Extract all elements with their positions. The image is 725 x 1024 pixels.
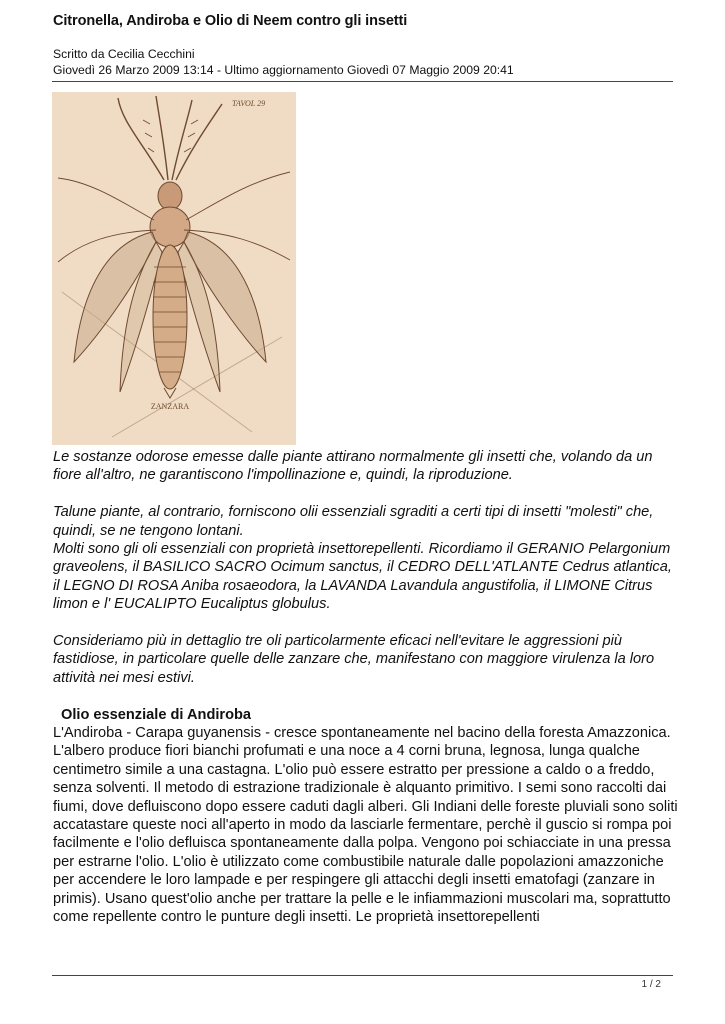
page-number: 1 / 2	[641, 979, 661, 990]
intro-paragraph-3: Consideriamo più in dettaglio tre oli particolarmente eficaci nell'evitare le aggressioni più fastidiose, in particolare quelle delle zanzare che, manifestano con maggiore virulenza la loro attività nei mesi estivi.	[53, 633, 655, 686]
illustration-caption: ZANZARA	[150, 402, 190, 411]
mosquito-illustration	[52, 92, 296, 445]
mosquito-drawing	[52, 92, 296, 445]
header-divider	[52, 81, 673, 82]
footer-divider	[52, 975, 673, 976]
page-title: Citronella, Andiroba e Olio di Neem contro gli insetti	[53, 13, 408, 29]
section-heading: Olio essenziale di Andiroba	[61, 706, 252, 723]
date-line: Giovedì 26 Marzo 2009 13:14 - Ultimo aggiornamento Giovedì 07 Maggio 2009 20:41	[53, 63, 514, 77]
section-paragraph: L'Andiroba - Carapa guyanensis - cresce spontaneamente nel bacino della foresta Amazzonica. L'albero produce fiori bianchi profumati e una noce a 4 corni bruna, legnosa, lunga qualche centimetro simile a una castagna. L'olio può essere estratto per pressione a caldo o a freddo, senza solventi. Il metodo di estrazione tradizionale è alquanto primitivo. I semi sono raccolti dai fiumi, dove defluiscono dopo essere caduti dagli alberi. Gli Indiani delle foreste pluviali sono soliti accatastare queste noci all'aperto in modo da lasciarle fermentare, perchè il guscio si rompa poi facilmente e l'olio defluisca spontaneamente dalla polpa. Vengono poi schiacciate in una pressa per estrarne l'olio. L'olio è utilizzato come combustibile naturale dalle popolazioni amazzoniche per accendere le loro lampade e per respingere gli attacchi degli insetti ematofagi (zanzare in primis). Usano quest'olio anche per trattare la pelle e le infiammazioni muscolari ma, soprattutto come repellente contro le punture degli insetti. Le proprietà insettorepellenti	[53, 725, 678, 926]
article-meta	[53, 46, 514, 78]
author-line: Scritto da Cecilia Cecchini	[53, 47, 195, 61]
intro-paragraph-2b: Molti sono gli oli essenziali con proprietà insettorepellenti. Ricordiamo il GERANIO Pelargonium graveolens, il BASILICO SACRO Ocimum sanctus, il CEDRO DELL'ATLANTE Cedrus atlantica, il LEGNO DI ROSA Aniba rosaeodora, la LAVANDA Lavandula angustifolia, il LIMONE Citrus limon e l' EUCALIPTO Eucaliptus globulus.	[53, 541, 672, 613]
intro-paragraph-1: Le sostanze odorose emesse dalle piante attirano normalmente gli insetti che, volando da un fiore all'altro, ne garantiscono l'impollinazione e, quindi, la riproduzione.	[53, 449, 653, 484]
article-body	[53, 448, 678, 927]
plate-label: TAVOL 29	[232, 99, 266, 108]
intro-paragraph-2a: Talune piante, al contrario, forniscono olii essenziali sgraditi a certi tipi di insetti "molesti" che, quindi, se ne tengono lontani.	[53, 504, 654, 539]
